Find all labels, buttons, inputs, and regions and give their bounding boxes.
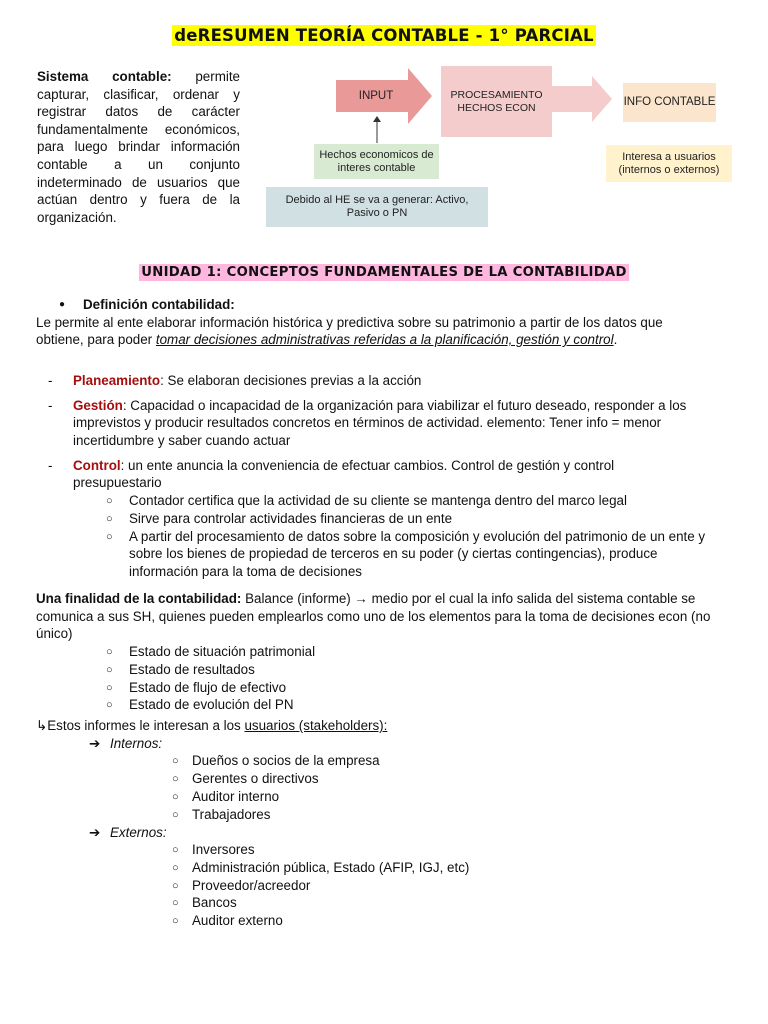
control-text-1: : un ente anuncia la conveniencia de efectuar cambios. Control de gestión y control <box>120 458 615 473</box>
externos-label: Externos: <box>110 825 167 840</box>
page-title <box>0 27 768 46</box>
circle-bullet: ○ <box>106 664 113 676</box>
control-item: A partir del procesamiento de datos sobre la composición y evolución del patrimonio de un ente y <box>129 529 706 544</box>
info-box: INFO CONTABLE <box>623 83 716 122</box>
gestion-text-1: : Capacidad o incapacidad de la organización para viabilizar el futuro deseado, responder a los <box>122 398 687 413</box>
control-item: Sirve para controlar actividades financieras de un ente <box>129 511 453 526</box>
circle-bullet: ○ <box>172 880 179 892</box>
control-line-2: presupuestario <box>73 475 162 490</box>
externos-item: Proveedor/acreedor <box>192 878 311 893</box>
finalidad-item: Estado de resultados <box>129 662 255 677</box>
circle-bullet: ○ <box>172 915 179 927</box>
internos-item: Gerentes o directivos <box>192 771 319 786</box>
arrow-bullet: ➔ <box>89 736 101 751</box>
internos-item: Auditor interno <box>192 789 280 804</box>
internos-item: Trabajadores <box>192 807 271 822</box>
control-item-cont: sobre los bienes de propiedad de terceros en su poder (y ciertas contingencias), produce <box>129 546 658 561</box>
finalidad-item: Estado de flujo de efectivo <box>129 680 287 695</box>
process-arrow <box>552 76 612 122</box>
users-prefix: ↳Estos informes le interesan a los <box>36 718 245 733</box>
internos-label: Internos: <box>110 736 163 751</box>
finalidad-line-3: único) <box>36 626 73 641</box>
definition-emphasis: tomar decisiones administrativas referidas a la planificación, gestión y control <box>155 332 614 347</box>
control-line-1 <box>73 457 614 475</box>
definition-bullet: ● <box>59 299 66 310</box>
circle-bullet: ○ <box>106 531 113 543</box>
externos-item: Auditor externo <box>192 913 283 928</box>
circle-bullet: ○ <box>172 755 179 767</box>
circle-bullet: ○ <box>172 897 179 909</box>
circle-bullet: ○ <box>172 844 179 856</box>
intro-term: Sistema contable: <box>37 69 172 84</box>
circle-bullet: ○ <box>172 791 179 803</box>
facts-box: Hechos economicos de interes contable <box>314 144 439 179</box>
generated-box: Debido al HE se va a generar: Activo, Pasivo o PN <box>266 187 488 227</box>
planeamiento-term: Planeamiento <box>73 373 161 388</box>
finalidad-item: Estado de situación patrimonial <box>129 644 316 659</box>
unit-title-text: UNIDAD 1: CONCEPTOS FUNDAMENTALES DE LA CONTABILIDAD <box>141 265 627 280</box>
circle-bullet: ○ <box>172 862 179 874</box>
externos-item: Bancos <box>192 895 237 910</box>
up-arrow <box>370 115 384 145</box>
definition-heading: Definición contabilidad: <box>83 297 235 312</box>
title-text: deRESUMEN TEORÍA CONTABLE - 1° PARCIAL <box>174 26 594 45</box>
gestion-line-2: imprevistos y producir resultados concretos en términos de actividad. elemento: Tener info = menor <box>73 415 662 430</box>
control-item: Contador certifica que la actividad de su cliente se mantenga dentro del marco legal <box>129 493 627 508</box>
planeamiento-text: : Se elaboran decisiones previas a la acción <box>160 373 422 388</box>
gestion-line-1 <box>73 397 686 415</box>
circle-bullet: ○ <box>106 513 113 525</box>
circle-bullet: ○ <box>172 809 179 821</box>
circle-bullet: ○ <box>172 773 179 785</box>
arrow-bullet: ➔ <box>89 825 101 840</box>
definition-line-1: Le permite al ente elaborar información histórica y predictiva sobre su patrimonio a partir de los datos que <box>36 315 663 330</box>
definition-line-2-pre: obtiene, para poder <box>36 332 156 347</box>
finalidad-line-1 <box>36 590 695 608</box>
intro-text: permite capturar, clasificar, ordenar y registrar datos de carácter fundamentalmente económicos, para luego brindar información contable a un conjunto indeterminado de usuarios que actúan dentro y fuera de la organización. <box>37 69 240 225</box>
finalidad-term: Una finalidad de la contabilidad: <box>36 591 242 606</box>
circle-bullet: ○ <box>106 682 113 694</box>
unit-title <box>0 263 768 282</box>
internos-item: Dueños o socios de la empresa <box>192 753 380 768</box>
gestion-line-3: incertidumbre y saber cuando actuar <box>73 433 291 448</box>
control-term: Control <box>73 458 121 473</box>
users-line <box>36 717 387 735</box>
finalidad-line-2: comunica a sus SH, quienes pueden emplearlos como uno de los elementos para la toma de decisiones econ (no <box>36 609 711 624</box>
externos-item: Inversores <box>192 842 255 857</box>
circle-bullet: ○ <box>106 646 113 658</box>
dash-gestion: - <box>48 398 53 413</box>
finalidad-item: Estado de evolución del PN <box>129 697 294 712</box>
dash-control: - <box>48 458 53 473</box>
finalidad-text-1: Balance (informe) → medio por el cual la info salida del sistema contable se <box>241 591 696 606</box>
planeamiento-item <box>73 372 421 390</box>
dash-planeamiento: - <box>48 373 53 388</box>
circle-bullet: ○ <box>106 699 113 711</box>
users-link: usuarios (stakeholders): <box>244 718 388 733</box>
intro-paragraph <box>37 68 240 226</box>
circle-bullet: ○ <box>106 495 113 507</box>
input-label: INPUT <box>358 89 394 102</box>
processing-box: PROCESAMIENTO HECHOS ECON <box>441 66 552 137</box>
users-box: Interesa a usuarios (internos o externos) <box>606 145 732 182</box>
control-item-cont: información para la toma de decisiones <box>129 564 362 579</box>
gestion-term: Gestión <box>73 398 123 413</box>
definition-line-2-post: . <box>613 332 618 347</box>
externos-item: Administración pública, Estado (AFIP, IGJ, etc) <box>192 860 470 875</box>
definition-line-2 <box>36 331 617 349</box>
